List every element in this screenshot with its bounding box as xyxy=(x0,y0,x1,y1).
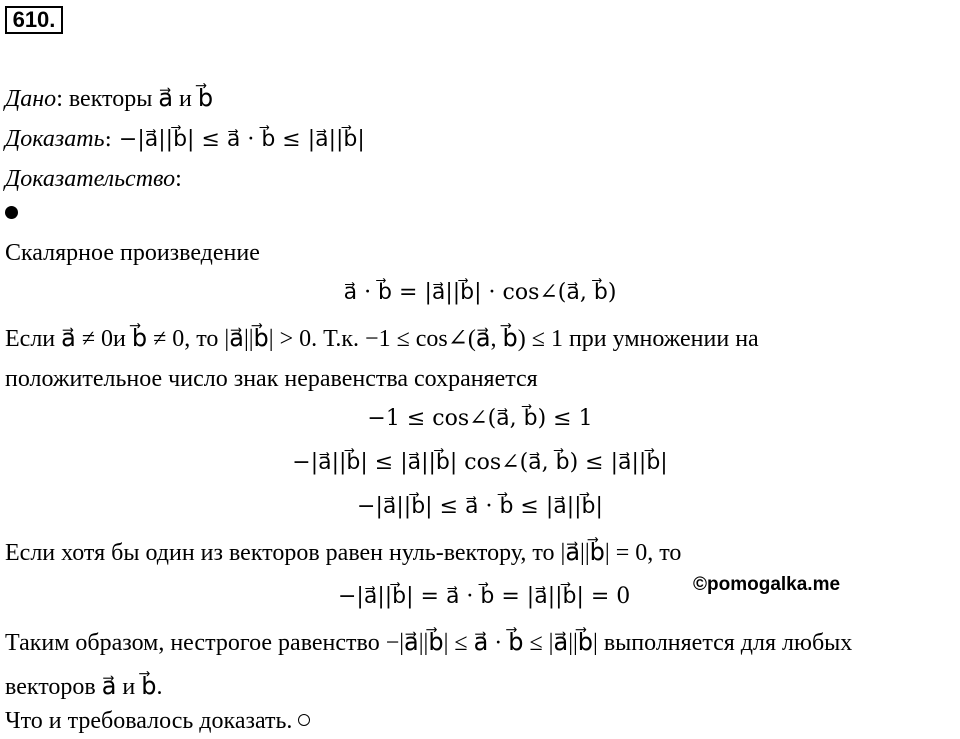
case-nonzero-line1: Если a⃗ ≠ 0и b⃗ ≠ 0, то |a⃗||b⃗| > 0. Т.к. −1 ≤ cos∠(a⃗, b⃗) ≤ 1 при умножении на xyxy=(5,326,759,352)
scalar-intro: Скалярное произведение xyxy=(5,240,260,266)
qed-text: Что и требовалось доказать. xyxy=(5,708,293,734)
watermark: ©pomogalka.me xyxy=(693,574,841,595)
proof-label-suffix: : xyxy=(175,166,182,192)
given-text: : векторы a⃗ и b⃗ xyxy=(56,86,214,112)
inequality-result: −|a⃗||b⃗| ≤ a⃗ · b⃗ ≤ |a⃗||b⃗| xyxy=(357,494,603,519)
given-label: Дано xyxy=(5,86,57,112)
given-line xyxy=(5,84,213,114)
equality-zero: −|a⃗||b⃗| = a⃗ · b⃗ = |a⃗||b⃗| = 0 xyxy=(338,584,631,609)
proof-label: Доказательство xyxy=(5,166,176,192)
formula-dot-product: a⃗ · b⃗ = |a⃗||b⃗| · cos∠(a⃗, b⃗) xyxy=(343,280,617,305)
prove-label: Доказать xyxy=(5,126,105,152)
inequality-cos: −1 ≤ cos∠(a⃗, b⃗) ≤ 1 xyxy=(367,406,593,431)
qed-circle-icon xyxy=(298,714,310,726)
proof-heading xyxy=(5,164,182,194)
qed-line xyxy=(5,706,310,736)
case-nonzero-line2: положительное число знак неравенства сохраняется xyxy=(5,366,538,392)
problem-number: 610. xyxy=(5,6,63,34)
conclusion-line2: векторов a⃗ и b⃗. xyxy=(5,674,163,700)
prove-text: : −|a⃗||b⃗| ≤ a⃗ · b⃗ ≤ |a⃗||b⃗| xyxy=(104,127,365,152)
prove-line xyxy=(5,124,365,155)
case-zero-line: Если хотя бы один из векторов равен нуль-вектору, то |a⃗||b⃗| = 0, то xyxy=(5,540,682,566)
conclusion-line1: Таким образом, нестрогое равенство −|a⃗||b⃗| ≤ a⃗ · b⃗ ≤ |a⃗||b⃗| выполняется для любых xyxy=(5,630,853,656)
bullet-icon xyxy=(5,206,18,219)
inequality-multiplied: −|a⃗||b⃗| ≤ |a⃗||b⃗| cos∠(a⃗, b⃗) ≤ |a⃗||b⃗| xyxy=(292,450,668,475)
